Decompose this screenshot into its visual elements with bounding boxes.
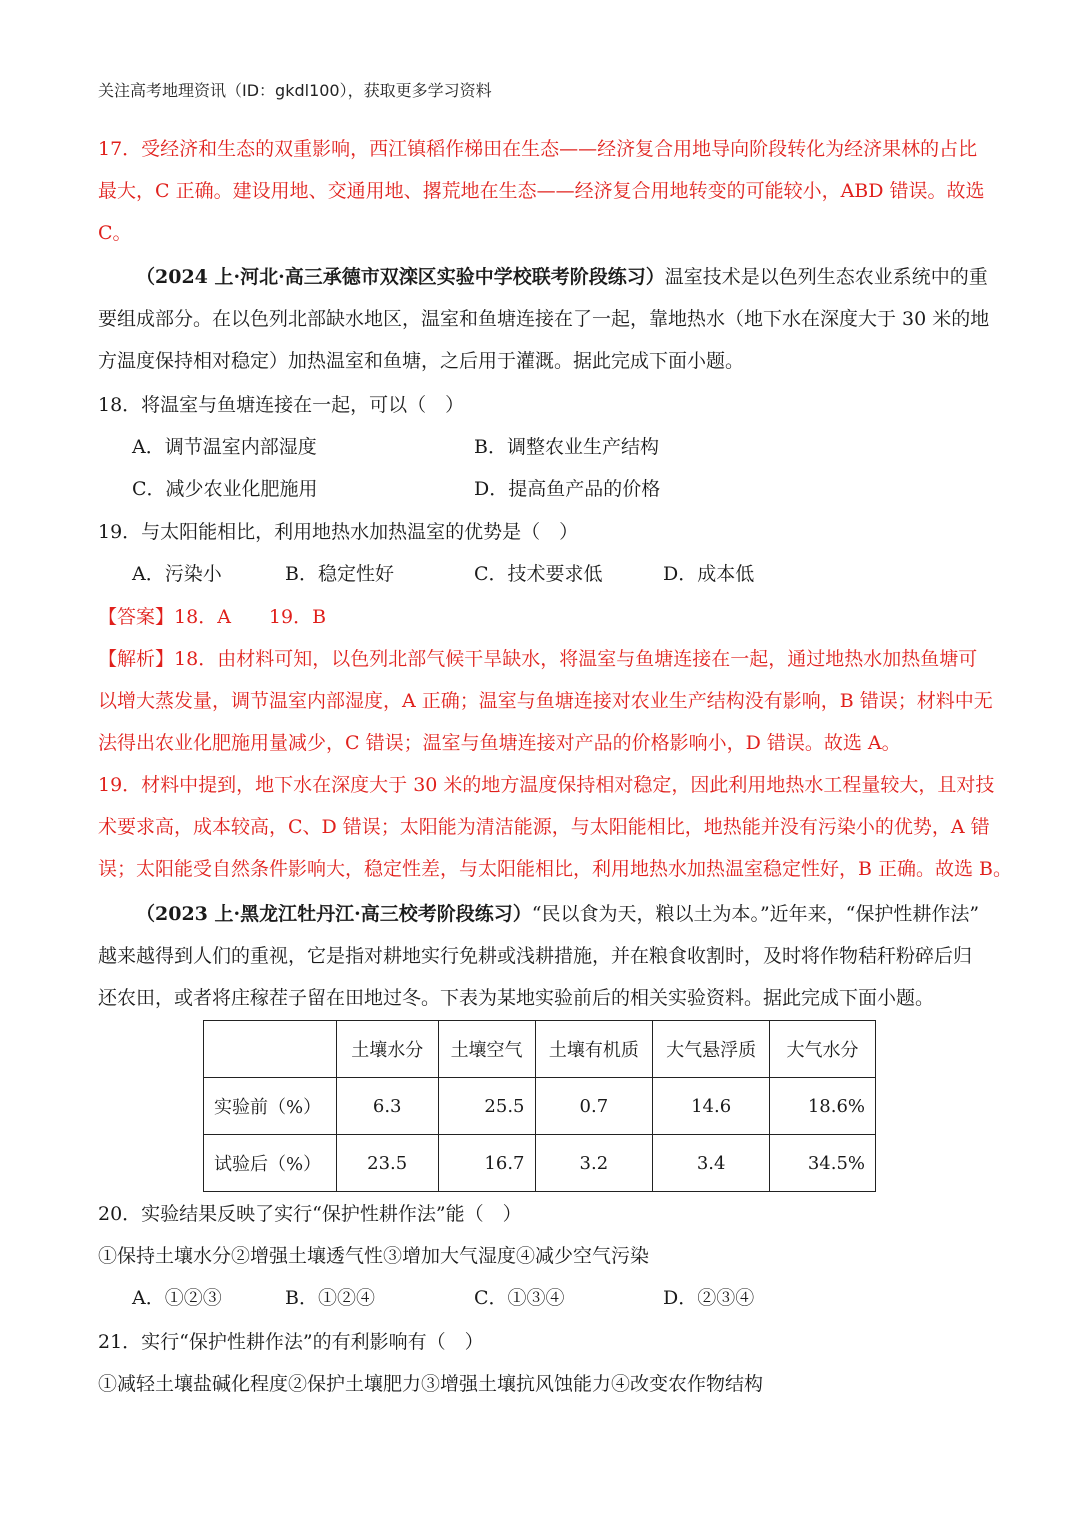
answer-section	[98, 596, 986, 638]
table-header-cell: 大气悬浮质	[653, 1021, 770, 1078]
answer-17-explanation	[98, 128, 986, 254]
question-stem: 19．与太阳能相比，利用地热水加热温室的优势是（ ）	[98, 521, 579, 543]
option-c: C．技术要求低	[474, 563, 603, 585]
table-row	[204, 1135, 876, 1192]
table-cell: 3.4	[653, 1135, 770, 1192]
analysis-text: 18．由材料可知，以色列北部气候干旱缺水，将温室与鱼塘连接在一起，通过地热水加热鱼塘可	[174, 648, 978, 670]
answer-line	[98, 596, 986, 638]
option-b: B．①②④	[285, 1287, 375, 1309]
table-row	[204, 1078, 876, 1135]
table-cell: 14.6	[653, 1078, 770, 1135]
page-header: 关注高考地理资讯（ID：gkdl100），获取更多学习资料	[98, 81, 492, 100]
table-cell: 试验后（%）	[204, 1135, 337, 1192]
table-cell: 16.7	[438, 1135, 535, 1192]
option-row	[98, 553, 986, 595]
experiment-data-table	[203, 1020, 876, 1192]
option-c: C．①③④	[474, 1287, 565, 1309]
text-line: 17．受经济和生态的双重影响，西江镇稻作梯田在生态——经济复合用地导向阶段转化为经济果林的占比	[98, 138, 978, 160]
table-header-cell: 土壤水分	[336, 1021, 438, 1078]
analysis-section	[98, 638, 1013, 890]
intro-passage-1	[98, 256, 990, 382]
text-line: 误；太阳能受自然条件影响大，稳定性差，与太阳能相比，利用地热水加热温室稳定性好，B 正确。故选 B。	[98, 858, 1013, 880]
answer-label: 【答案】	[98, 606, 175, 628]
question-items: ①减轻土壤盐碱化程度②保护土壤肥力③增强土壤抗风蚀能力④改变农作物结构	[98, 1373, 764, 1395]
option-row	[98, 1277, 986, 1319]
passage-text: 温室技术是以色列生态农业系统中的重	[664, 266, 988, 288]
option-c: C．减少农业化肥施用	[132, 478, 318, 500]
option-a: A．污染小	[132, 563, 222, 585]
option-row	[98, 468, 986, 510]
question-20	[98, 1193, 986, 1319]
option-a: A．调节温室内部湿度	[132, 436, 317, 458]
table-header-cell: 土壤空气	[438, 1021, 535, 1078]
table-cell: 3.2	[535, 1135, 653, 1192]
text-line: 要组成部分。在以色列北部缺水地区，温室和鱼塘连接在了一起，靠地热水（地下水在深度大于 30 米的地	[98, 308, 990, 330]
option-d: D．②③④	[663, 1287, 755, 1309]
question-21	[98, 1321, 986, 1405]
table-cell: 0.7	[535, 1078, 653, 1135]
text-line	[98, 638, 986, 680]
text-line	[98, 893, 986, 935]
text-line: C。	[98, 222, 132, 244]
source-citation: （2024 上·河北·高三承德市双滦区实验中学校联考阶段练习）	[136, 266, 665, 288]
table-header-row	[204, 1021, 876, 1078]
table-cell: 23.5	[336, 1135, 438, 1192]
question-stem: 20．实验结果反映了实行“保护性耕作法”能（ ）	[98, 1203, 522, 1225]
question-items: ①保持土壤水分②增强土壤透气性③增加大气湿度④减少空气污染	[98, 1245, 650, 1267]
text-line: 还农田，或者将庄稼茬子留在田地过冬。下表为某地实验前后的相关实验资料。据此完成下面小题。	[98, 987, 935, 1009]
question-19	[98, 511, 986, 595]
option-b: B．调整农业生产结构	[474, 436, 659, 458]
option-b: B．稳定性好	[285, 563, 394, 585]
option-d: D．提高鱼产品的价格	[474, 478, 661, 500]
table-header-cell	[204, 1021, 337, 1078]
option-row	[98, 426, 986, 468]
table-cell: 25.5	[438, 1078, 535, 1135]
intro-passage-2	[98, 893, 986, 1019]
text-line: 术要求高，成本较高，C、D 错误；太阳能为清洁能源，与太阳能相比，地热能并没有污染小的优势，A 错	[98, 816, 990, 838]
passage-text: “民以食为天，粮以土为本。”近年来，“保护性耕作法”	[531, 903, 980, 925]
option-a: A．①②③	[132, 1287, 222, 1309]
analysis-label: 【解析】	[98, 648, 175, 670]
source-citation: （2023 上·黑龙江牡丹江·高三校考阶段练习）	[136, 903, 532, 925]
table-cell: 6.3	[336, 1078, 438, 1135]
question-18	[98, 384, 986, 510]
text-line: 越来越得到人们的重视，它是指对耕地实行免耕或浅耕措施，并在粮食收割时，及时将作物秸秆粉碎后归	[98, 945, 973, 967]
table-header-cell: 土壤有机质	[535, 1021, 653, 1078]
table-cell: 34.5%	[770, 1135, 876, 1192]
text-line: 19．材料中提到，地下水在深度大于 30 米的地方温度保持相对稳定，因此利用地热水工程量较大，且对技	[98, 774, 995, 796]
question-stem: 21．实行“保护性耕作法”的有利影响有（ ）	[98, 1331, 484, 1353]
table-cell: 18.6%	[770, 1078, 876, 1135]
text-line: 法得出农业化肥施用量减少，C 错误；温室与鱼塘连接对产品的价格影响小，D 错误。故选 A。	[98, 732, 901, 754]
option-d: D．成本低	[663, 563, 755, 585]
text-line	[98, 256, 986, 298]
answer-text: 18．A 19．B	[174, 606, 327, 628]
text-line: 方温度保持相对稳定）加热温室和鱼塘，之后用于灌溉。据此完成下面小题。	[98, 350, 745, 372]
text-line: 最大，C 正确。建设用地、交通用地、撂荒地在生态——经济复合用地转变的可能较小，ABD 错误。故选	[98, 180, 985, 202]
question-stem: 18．将温室与鱼塘连接在一起，可以（ ）	[98, 394, 465, 416]
table-cell: 实验前（%）	[204, 1078, 337, 1135]
text-line: 以增大蒸发量，调节温室内部湿度，A 正确；温室与鱼塘连接对农业生产结构没有影响，B 错误；材料中无	[98, 690, 993, 712]
table-header-cell: 大气水分	[770, 1021, 876, 1078]
